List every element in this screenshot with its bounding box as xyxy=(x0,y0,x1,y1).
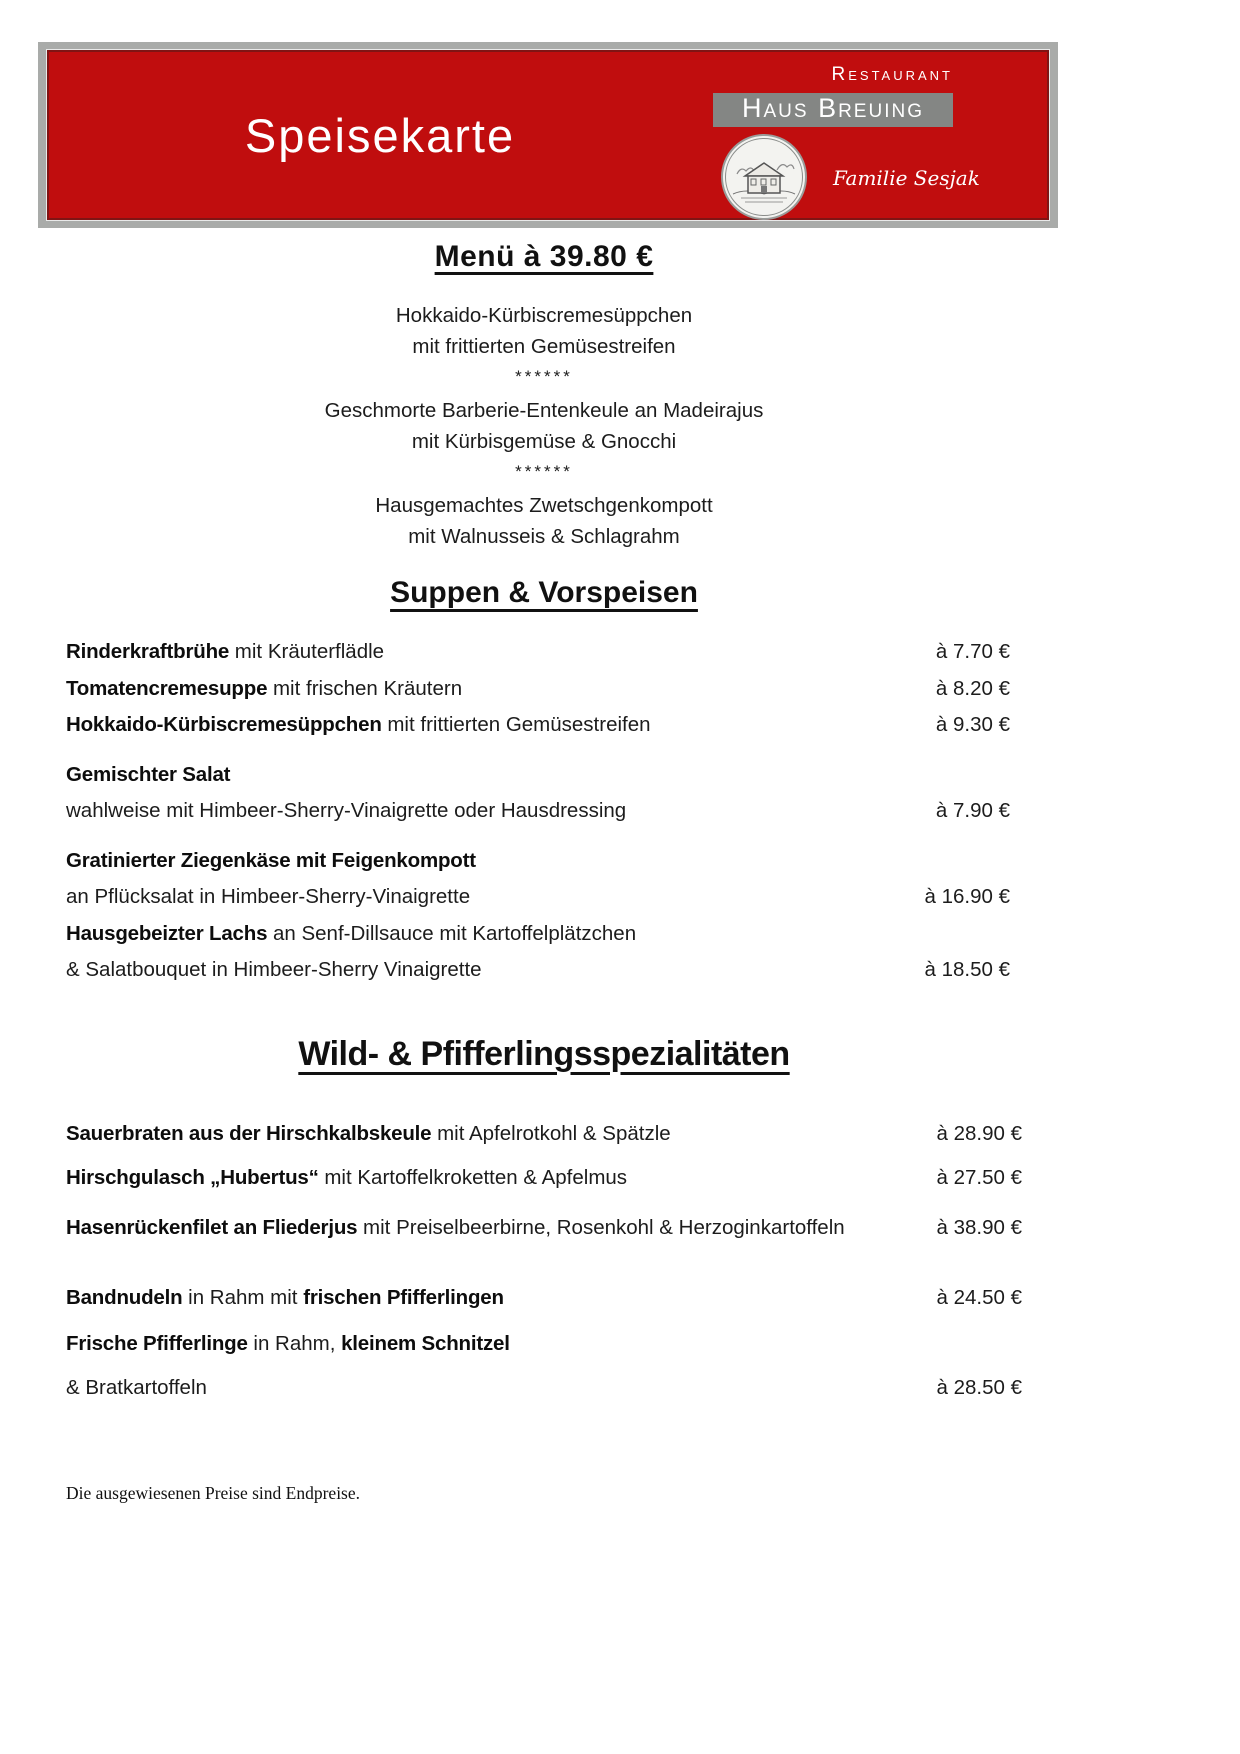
item-group xyxy=(66,843,1022,989)
item-description xyxy=(66,671,462,708)
menu-item-row xyxy=(66,1156,1022,1200)
menu-sections xyxy=(66,576,1022,1410)
item-price: à 24.50 € xyxy=(936,1285,1022,1309)
menu-section-2 xyxy=(66,1035,1022,1410)
menu-course xyxy=(66,300,1022,362)
banner-title-area xyxy=(47,50,713,220)
menu-course-line: mit Kürbisgemüse & Gnocchi xyxy=(411,430,677,453)
item-text-bold: kleinem Schnitzel xyxy=(341,1331,510,1355)
house-engraving-icon xyxy=(721,134,807,220)
item-description xyxy=(66,1366,207,1410)
item-group xyxy=(66,1322,1022,1410)
item-group xyxy=(66,757,1022,830)
brand-logo-row xyxy=(713,134,980,220)
menu-item-row xyxy=(66,916,1022,953)
menu-course xyxy=(66,395,1022,457)
item-description xyxy=(66,1206,845,1250)
section-title: Suppen & Vorspeisen xyxy=(390,576,698,609)
item-text: in Rahm mit xyxy=(182,1285,304,1309)
menu-title: Menü à 39.80 € xyxy=(434,240,654,273)
header-banner xyxy=(38,42,1058,228)
page-title: Speisekarte xyxy=(244,108,516,162)
item-price: à 27.50 € xyxy=(936,1165,1022,1189)
item-description xyxy=(66,843,476,880)
item-text: mit frischen Kräutern xyxy=(267,676,463,700)
item-group xyxy=(66,1276,1022,1320)
menu-item-row xyxy=(66,1366,1022,1410)
item-text: mit Apfelrotkohl & Spätzle xyxy=(431,1121,671,1145)
item-description xyxy=(66,634,384,671)
item-description xyxy=(66,916,636,953)
item-text-bold: Hasenrückenfilet an Fliederjus xyxy=(66,1215,358,1239)
item-price: à 38.90 € xyxy=(936,1215,1022,1239)
section-title: Wild- & Pfifferlingsspezialitäten xyxy=(298,1034,790,1073)
item-price: à 9.30 € xyxy=(935,713,1010,736)
item-text-bold: Rinderkraftbrühe xyxy=(66,640,230,663)
item-price: à 16.90 € xyxy=(924,885,1010,908)
price-note: Die ausgewiesenen Preise sind Endpreise. xyxy=(66,1483,361,1503)
menu-course xyxy=(66,490,1022,552)
brand-name-box xyxy=(713,93,953,127)
item-price: à 18.50 € xyxy=(924,958,1010,981)
menu-course-line: Geschmorte Barberie-Entenkeule an Madeirajus xyxy=(324,399,764,422)
item-text: & Salatbouquet in Himbeer-Sherry Vinaigrette xyxy=(66,958,482,981)
item-text: an Senf-Dillsauce mit Kartoffelplätzchen xyxy=(267,921,637,945)
menu-item-row xyxy=(66,843,1022,880)
item-description xyxy=(66,757,230,794)
item-description xyxy=(66,793,626,830)
item-text-bold: Hausgebeizter Lachs xyxy=(66,921,268,945)
item-description xyxy=(66,707,651,744)
footer xyxy=(66,1483,360,1504)
item-text: & Bratkartoffeln xyxy=(66,1375,207,1399)
course-separator: ****** xyxy=(515,462,573,481)
item-description xyxy=(66,879,470,916)
item-text: mit Kartoffelkroketten & Apfelmus xyxy=(318,1165,628,1189)
item-description xyxy=(66,952,482,989)
item-description xyxy=(66,1112,671,1156)
menu-content xyxy=(66,240,1022,1410)
item-text: an Pflücksalat in Himbeer-Sherry-Vinaigrette xyxy=(66,885,471,908)
menu-course-line: Hausgemachtes Zwetschgenkompott xyxy=(375,494,713,517)
item-description xyxy=(66,1156,627,1200)
family-signature: Familie Sesjak xyxy=(833,166,980,190)
banner-red-panel xyxy=(46,49,1050,221)
item-text-bold: Hirschgulasch „Hubertus“ xyxy=(66,1165,319,1189)
item-price: à 7.90 € xyxy=(935,799,1010,822)
item-text: mit Kräuterflädle xyxy=(229,640,385,663)
item-text-bold: Frische Pfifferlinge xyxy=(66,1331,248,1355)
menu-item-row xyxy=(66,671,1022,708)
item-group xyxy=(66,1112,1022,1200)
item-group xyxy=(66,1206,1022,1250)
menu-course-line: mit Walnusseis & Schlagrahm xyxy=(408,525,680,548)
menu-item-row xyxy=(66,1276,1022,1320)
menu-item-row xyxy=(66,1112,1022,1156)
item-text-bold: Hokkaido-Kürbiscremesüppchen xyxy=(66,713,382,736)
menu-item-row xyxy=(66,757,1022,794)
menu-item-row xyxy=(66,879,1022,916)
course-separator: ****** xyxy=(515,367,573,386)
brand-block xyxy=(713,64,980,220)
item-text-bold: Sauerbraten aus der Hirschkalbskeule xyxy=(66,1121,432,1145)
item-text-bold: Gemischter Salat xyxy=(66,762,231,786)
item-description xyxy=(66,1322,510,1366)
brand-name: Haus Breuing xyxy=(742,93,924,123)
menu-item-row xyxy=(66,793,1022,830)
item-text: wahlweise mit Himbeer-Sherry-Vinaigrette oder Hausdressing xyxy=(66,799,627,822)
item-text-bold: Gratinierter Ziegenkäse mit Feigenkompott xyxy=(66,848,476,872)
item-group xyxy=(66,634,1022,744)
menu-item-row xyxy=(66,634,1022,671)
item-text-bold: frischen Pfifferlingen xyxy=(303,1285,504,1309)
menu-course-line: Hokkaido-Kürbiscremesüppchen xyxy=(395,304,693,327)
menu-course-line: mit frittierten Gemüsestreifen xyxy=(412,335,676,358)
item-text: in Rahm, xyxy=(247,1331,342,1355)
item-text: mit Preiselbeerbirne, Rosenkohl & Herzoginkartoffeln xyxy=(357,1215,845,1239)
menu-courses xyxy=(66,300,1022,552)
item-text: mit frittierten Gemüsestreifen xyxy=(381,713,651,736)
item-text-bold: Tomatencremesuppe xyxy=(66,676,268,700)
item-description xyxy=(66,1276,504,1320)
item-price: à 28.50 € xyxy=(936,1375,1022,1399)
item-text-bold: Bandnudeln xyxy=(66,1285,183,1309)
menu-item-row xyxy=(66,952,1022,989)
menu-item-row xyxy=(66,1322,1022,1366)
menu-section-1 xyxy=(66,576,1022,989)
item-price: à 28.90 € xyxy=(936,1121,1022,1145)
brand-restaurant-label: Restaurant xyxy=(831,64,953,85)
item-price: à 7.70 € xyxy=(935,640,1010,663)
menu-item-row xyxy=(66,707,1022,744)
menu-item-row xyxy=(66,1206,1022,1250)
item-price: à 8.20 € xyxy=(935,676,1010,700)
